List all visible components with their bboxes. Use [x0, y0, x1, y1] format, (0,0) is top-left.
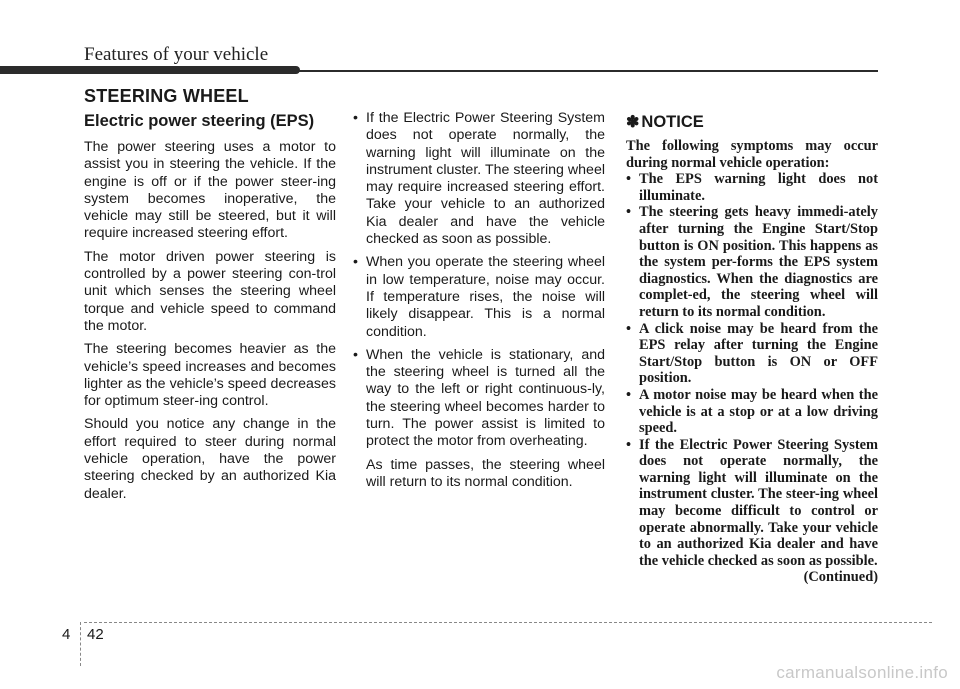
eps-subheading: Electric power steering (EPS): [84, 112, 315, 130]
page-header-title: Features of your vehicle: [84, 44, 269, 65]
paragraph: The steering becomes heavier as the vehicle’s speed increases and becomes lighter as the vehicle’s speed decreases for optimum steer-ing control.: [84, 341, 336, 410]
list-item-text: A motor noise may be heard when the vehicle is at a stop or at a low driving speed.: [639, 386, 878, 437]
list-item-text: When the vehicle is stationary, and the steering wheel is turned all the way to the left or right continuous-ly, the steering wheel becomes harder to turn. The power assist is limited to protect the motor from overheating.: [366, 346, 605, 450]
watermark: carmanualsonline.info: [776, 663, 948, 682]
list-item-text: When you operate the steering wheel in low temperature, noise may occur. If temperature rises, the noise will likely disappear. This is a normal condition.: [366, 254, 605, 340]
column-1: [84, 110, 336, 509]
bullet-mark: •: [626, 171, 632, 188]
list-item: [353, 110, 605, 248]
eps-bullet-list: [353, 110, 605, 451]
list-item: [626, 321, 878, 387]
chapter-number: 4: [62, 626, 71, 643]
header-rule-thick: [0, 66, 300, 74]
list-item: [626, 171, 878, 204]
notice-bullet-list: [626, 171, 878, 569]
footer-divider: [80, 622, 81, 666]
bullet-mark: •: [626, 204, 632, 221]
list-item: [626, 204, 878, 320]
column-2: [353, 110, 605, 497]
continued-label: (Continued): [803, 569, 878, 586]
page-number: 42: [87, 626, 104, 643]
paragraph: Should you notice any change in the effort required to steer during normal vehicle operation, have the power steering checked by an authorized Kia dealer.: [84, 416, 336, 502]
notice-heading-text: NOTICE: [641, 113, 704, 131]
header-rule: [0, 66, 878, 74]
bullet-mark: •: [353, 254, 358, 271]
list-item: [626, 437, 878, 570]
header-rule-thin: [296, 70, 878, 72]
list-item-text: The steering gets heavy immedi-ately after turning the Engine Start/Stop button is ON position. This happens as the system per-forms the EPS system diagnostics. When the diagnostics are complet-ed, the steering wheel will return to its normal condition.: [639, 204, 878, 320]
list-item-text: A click noise may be heard from the EPS relay after turning the Engine Start/Stop button is ON or OFF position.: [639, 320, 878, 387]
section-heading: STEERING WHEEL: [84, 86, 249, 106]
paragraph: The motor driven power steering is controlled by a power steering con-trol unit which senses the steering wheel torque and vehicle speed to command the motor.: [84, 248, 336, 334]
bullet-mark: •: [626, 386, 632, 403]
paragraph: As time passes, the steering wheel will return to its normal condition.: [366, 456, 605, 490]
list-item-text: If the Electric Power Steering System does not operate normally, the warning light will illuminate on the instrument cluster. The steer-ing wheel may become difficult to control or operate abnormally. Take your vehicle to an authorized Kia dealer and have the vehicle checked as soon as possible.: [639, 436, 878, 569]
notice-star-icon: ✽: [626, 114, 640, 131]
list-item: [353, 254, 605, 340]
list-item: [626, 387, 878, 437]
notice-heading: [626, 112, 878, 132]
list-item-text: The EPS warning light does not illuminate.: [639, 171, 878, 204]
notice-box: [626, 110, 878, 586]
bullet-mark: •: [626, 320, 632, 337]
list-item: [353, 347, 605, 451]
bullet-mark: •: [353, 346, 358, 363]
bullet-mark: •: [353, 110, 358, 126]
bullet-mark: •: [626, 436, 632, 453]
footer-rule: [84, 622, 932, 623]
list-item-text: If the Electric Power Steering System does not operate normally, the warning light will illuminate on the instrument cluster. The steering wheel may require increased steering effort. Take your vehicle to an authorized Kia dealer and have the vehicle checked as soon as possible.: [366, 110, 605, 248]
notice-intro: The following symptoms may occur during normal vehicle operation:: [626, 138, 878, 171]
paragraph: The power steering uses a motor to assist you in steering the vehicle. If the engine is off or if the power steer-ing system becomes inoperative, the vehicle may still be steered, but it will require increased steering effort.: [84, 139, 336, 242]
